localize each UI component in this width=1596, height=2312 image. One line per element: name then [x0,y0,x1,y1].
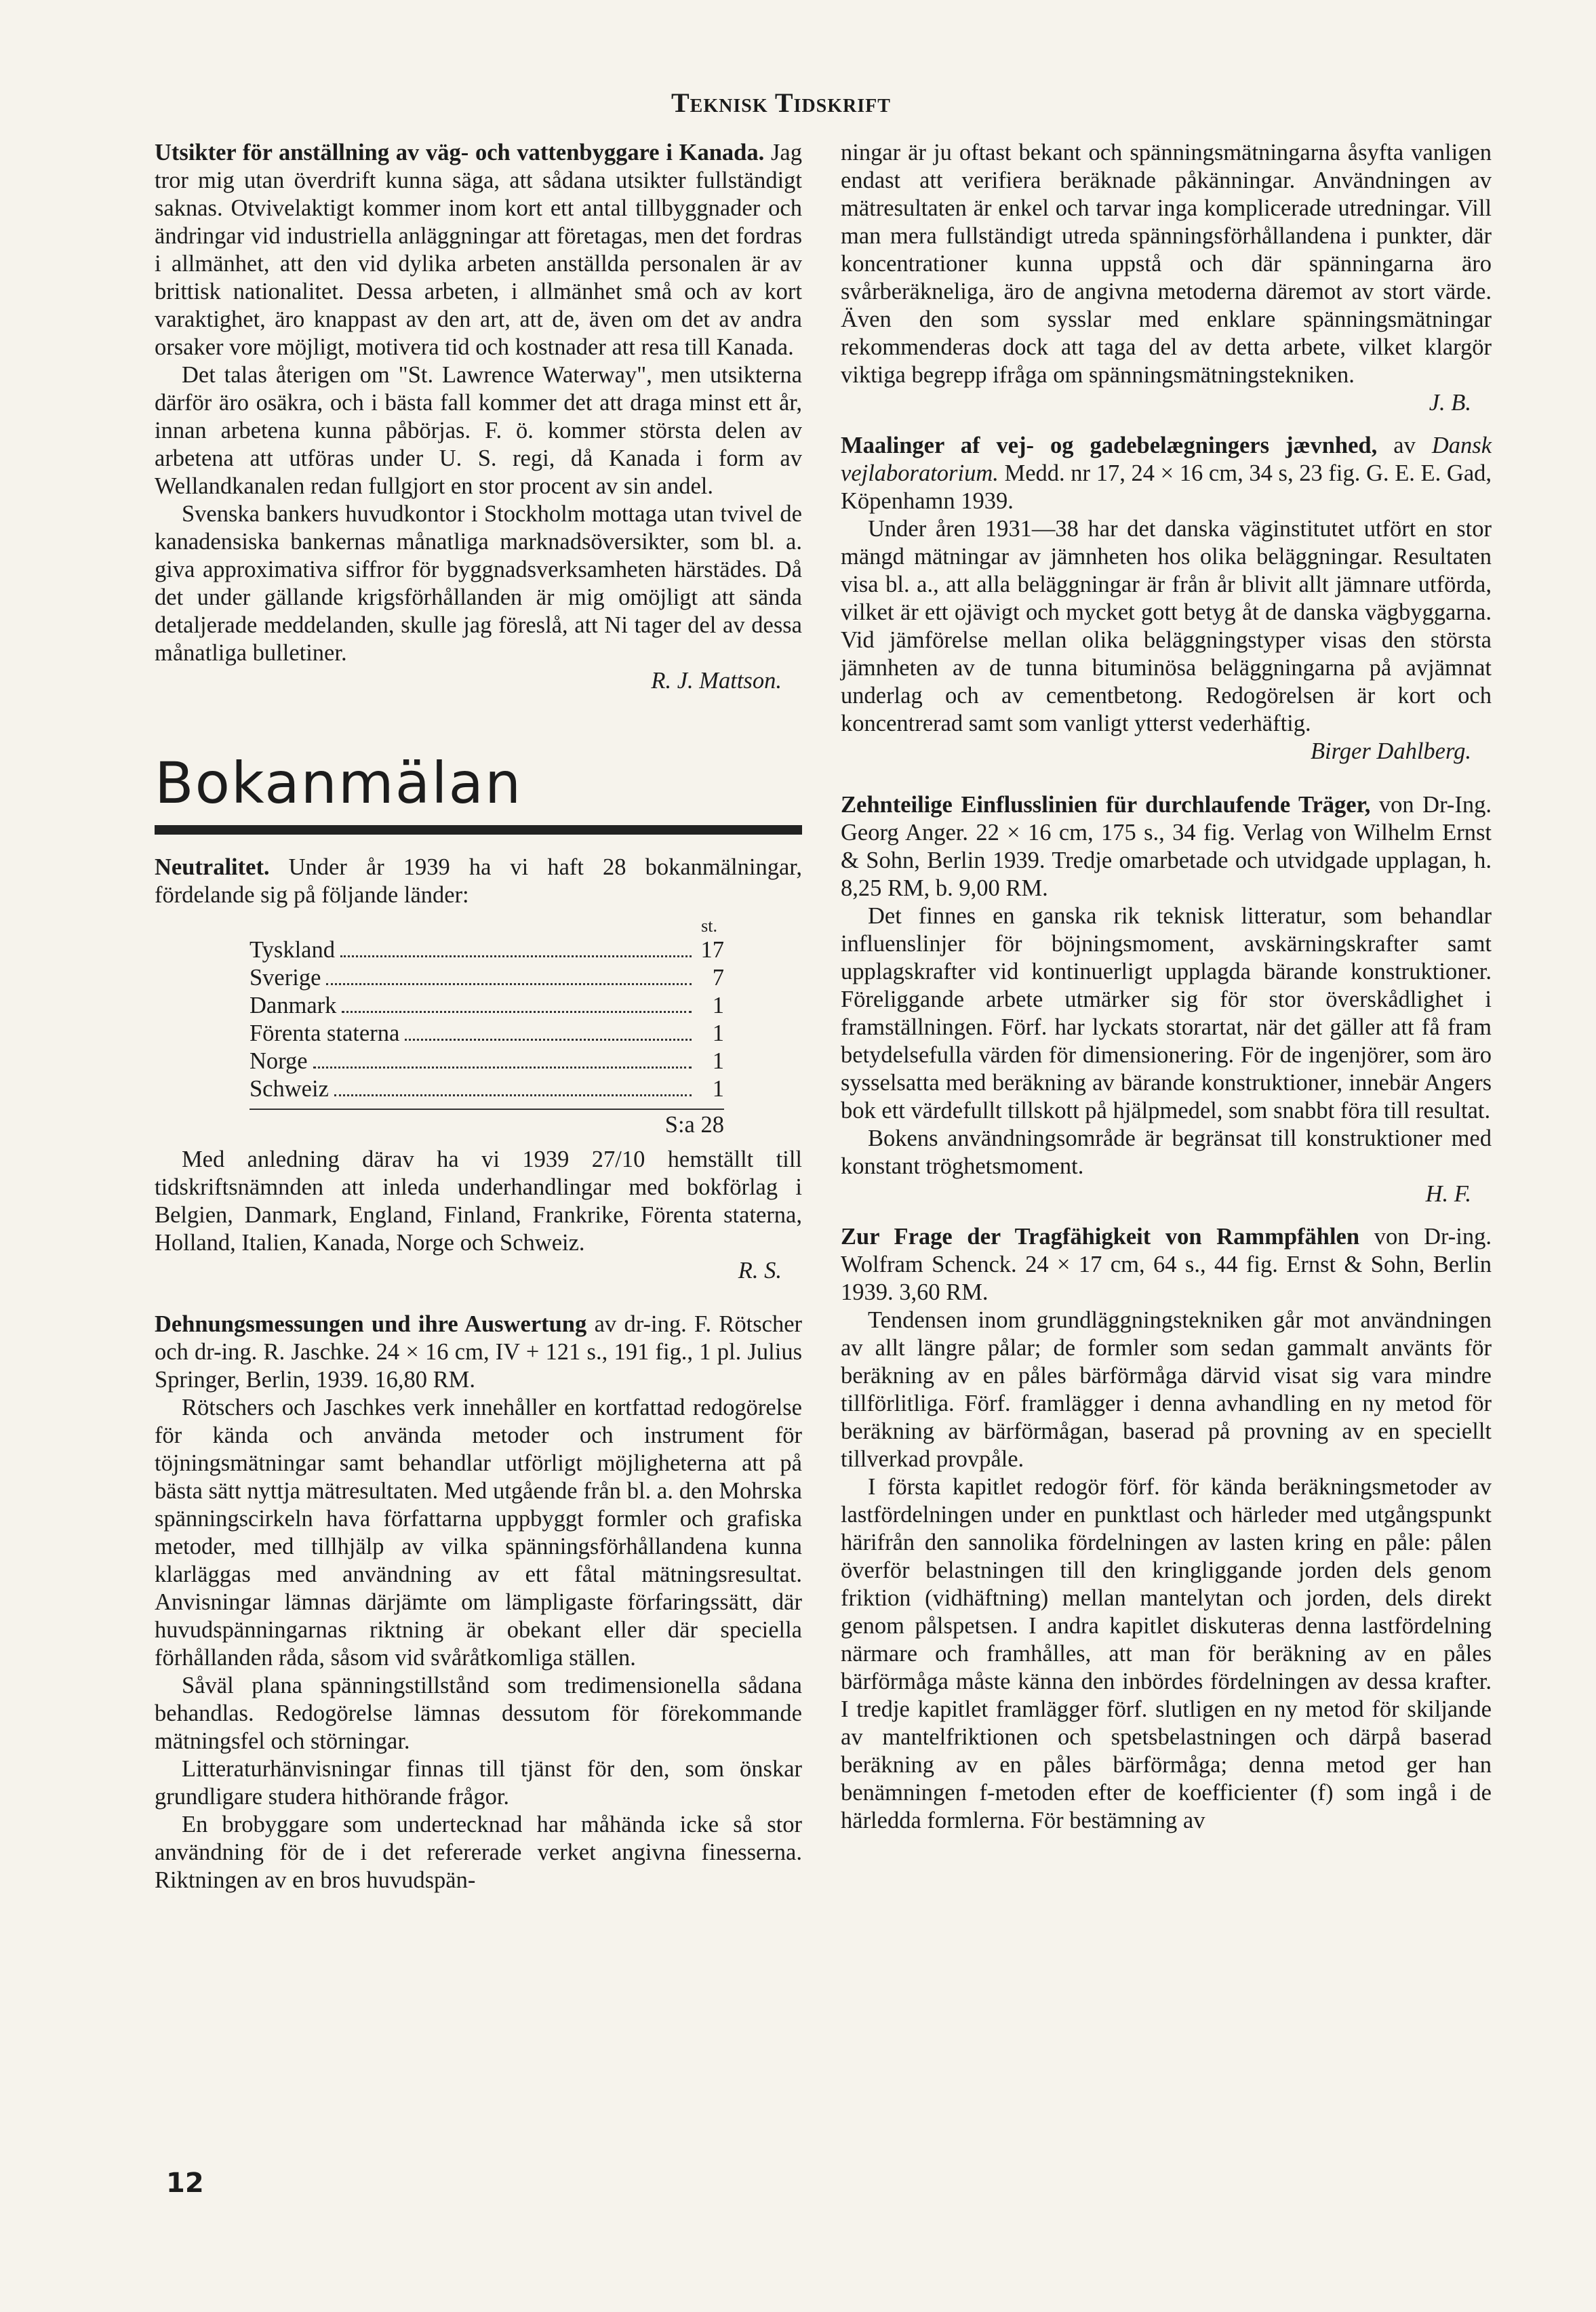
country-count: 1 [712,1048,724,1074]
zehnteilige-signature: H. F. [1425,1181,1471,1207]
dehnung-title: Dehnungsmessungen und ihre Auswertung [155,1311,587,1337]
zehnteilige-heading [841,791,1492,902]
table-row [250,964,724,992]
dehnung-paragraph-3: Litteraturhänvisningar finnas till tjänst för den, som önskar grundligare studera hithörande frågor. [155,1756,802,1810]
page-number: 12 [166,2168,204,2199]
zehnteilige-byline: von Dr-Ing. Georg Anger. 22 × 16 cm, 175 s., 34 fig. Verlag von Wilhelm Ernst & Sohn, Berlin 1939. Tredje omarbetade och utvidgade upplagan, h. 8,25 RM, b. 9,00 RM. [841,792,1492,901]
spacer [155,1285,802,1311]
maalinger-publisher: Dansk vejlaboratorium. [841,433,1492,486]
neutralitet-signature: R. S. [738,1258,782,1283]
country-count: 1 [712,1076,724,1102]
leader-dots [334,1094,692,1096]
leader-dots [405,1039,692,1041]
zehnteilige-paragraph-2: Bokens användningsområde är begränsat till konstruktioner med konstant tröghetsmoment. [841,1125,1492,1179]
section-title: Bokanmälan [155,750,523,816]
table-row [250,1020,724,1048]
spacer [841,417,1492,432]
rammpfaehle-paragraph-1: Tendensen inom grundläggningstekniken går mot användningen av allt längre pålar; de formler som sedan gammalt använts för beräkning av en påles bärförmåga därvid visat sig vara mindre tillförlitliga. Förf. framlägger i denna avhandling en ny metod för beräkning av bärförmågan, baserad på provning av en speciellt tillverkad provpåle. [841,1307,1492,1472]
country-name: Förenta staterna [250,1020,400,1046]
country-name: Sverige [250,965,321,991]
rammpfaehle-paragraph-2: I första kapitlet redogör förf. för kända beräkningsmetoder av lastfördelningen under en punktlast och härleder med utgångspunkt härifrån den sannolika fördelningen av lasten kring en påle: pålen överför belastningen till den kringliggande jorden dels genom friktion (vidhäftning) mellan mantelytan och jorden, dels direkt genom pålspetsen. I andra kapitlet diskuteras denna lastfördelning närmare och framhålles, att man för beräkning av en påles bärförmåga måste känna den inbördes fördelningen av dessa krafter. I tredje kapitlet framlägger förf. slutligen en ny metod för skiljande av mantelfriktionen och spetsbelastningen och därpå baserad beräkning av en påles bärförmåga; denna metod ger han benämningen f-metoden efter de koefficienter (f) som ingå i de härledda formlerna. För bestämning av [841,1474,1492,1833]
table-row [250,936,724,964]
table-row [250,992,724,1020]
right-column [841,139,1492,1835]
country-name: Danmark [250,993,337,1018]
dehnung-paragraph-4: En brobyggare som undertecknad har måhända icke så stor användning för de i det refererade verket angivna finesserna. Riktningen av en bros huvudspän- [155,1812,802,1893]
canada-text-1: Jag tror mig utan överdrift kunna säga, att sådana utsikter fullständigt saknas. Otvivelaktigt kommer inom kort ett antal tillbyggnader och ändringar vid industriella anläggningar att företagas, men det fordras i allmänhet, att den vid dylika arbeten anställda personalen är av brittisk nationalitet. Dessa arbeten, i allmänhet små och av kort varaktighet, äro knappast av den art, att de, även om det av andra orsaker vore möjligt, motivera tid och kostnader att resa till Kanada. [155,140,802,360]
neutralitet-paragraph [155,854,802,909]
country-count: 17 [700,937,724,963]
country-table [250,916,724,1139]
country-name: Norge [250,1048,308,1074]
zehnteilige-paragraph-1: Det finnes en ganska rik teknisk litteratur, som behandlar influenslinjer för böjningsmoment, avskärningskrafter samt upplagskrafter vid kontinuerligt upplagda bärande konstruktioner. Föreliggande arbete utmärker sig för stor överskådlighet i framställningen. Förf. har lyckats storartat, när det gäller att få fram betydelsefulla värden för dimensionering. För de ingenjörer, som äro sysselsatta med beräkning av bärande konstruktioner, innebär Angers bok ett värdefullt tillskott på hjälpmedel, som snabbt föra till resultat. [841,903,1492,1123]
neutralitet-lead: Neutralitet. [155,854,270,880]
canada-paragraph-1 [155,139,802,361]
section-rule [155,825,802,835]
canada-paragraph-3: Svenska bankers huvudkontor i Stockholm mottaga utan tvivel de kanadensiska bankernas månatliga marknadsöversikter, som bl. a. giva approximativa siffror för byggnadsverksamheten härstädes. Då det under gällande krigsförhållanden är mig omöjligt att sända detaljerade meddelanden, skulle jag föreslå, att Ni tager del av dessa månatliga bulletiner. [155,501,802,666]
maalinger-paragraph-1: Under åren 1931—38 har det danska väginstitutet utfört en stor mängd mätningar av jämnheten hos olika beläggningar. Resultaten visa bl. a., att alla beläggningar är från år blivit allt jämnare utförda, vilket är ett ojävigt och mycket gott betyg åt de danska vägbyggarna. Vid jämförelse mellan olika beläggningstyper visas den största jämnheten av de tunna bituminösa beläggningarna på avjämnat underlag och av cementbetong. Redogörelsen är kort och koncentrerad samt som vanligt ytterst vederhäftig. [841,516,1492,736]
spacer [841,1208,1492,1223]
maalinger-title: Maalinger af vej- og gadebelægningers jævnhed, [841,433,1378,458]
country-count: 1 [712,993,724,1018]
continuation-paragraph: ningar är ju oftast bekant och spänningsmätningarna åsyfta vanligen endast att verifiera beräknade påkänningar. Användningen av mätresultaten är enkel och tarvar inga komplicerade utredningar. Vill man mera fullständigt utreda spänningsförhållandena i punkter, där koncentrationer kunna uppstå och där spänningarna äro svårberäkneliga, äro de angivna metoderna däremot av stort värde. Även den som sysslar med enklare spänningsmätningar rekommenderas dock att taga del av detta arbete, vilket klargör viktiga begrepp ifråga om spänningsmätningstekniken. [841,140,1492,388]
country-name: Schweiz [250,1076,329,1102]
neutralitet-intro: Under år 1939 ha vi haft 28 bokanmälningar, fördelande sig på följande länder: [155,854,803,908]
left-column [155,139,802,1894]
country-count: 1 [712,1020,724,1046]
canada-paragraph-2: Det talas återigen om "St. Lawrence Waterway", men utsikterna därför äro osäkra, och i bästa fall kommer det att draga minst ett år, innan arbetena kunna påbörjas. F. ö. kommer största delen av arbetena att utföras under U. S. regi, då Kanada i form av Wellandkanalen redan fullgjort en stor procent av sin andel. [155,362,802,499]
maalinger-signature: Birger Dahlberg. [1310,738,1471,764]
maalinger-byline-pre: av [1393,433,1416,458]
leader-dots [326,983,692,985]
continuation-signature: J. B. [1429,390,1471,416]
canada-lead: Utsikter för anställning av väg- och vattenbyggare i Kanada. [155,140,765,165]
zehnteilige-title: Zehnteilige Einflusslinien für durchlaufende Träger, [841,792,1371,818]
spacer [841,765,1492,791]
country-name: Tyskland [250,937,335,963]
leader-dots [313,1067,692,1069]
journal-masthead: Teknisk Tidskrift [671,87,891,118]
table-sum: S:a 28 [250,1109,724,1139]
leader-dots [342,1011,692,1013]
rammpfaehle-heading [841,1223,1492,1307]
neutralitet-paragraph-2: Med anledning därav ha vi 1939 27/10 hemställt till tidskriftsnämnden att inleda underhandlingar med bokförlag i Belgien, Danmark, England, Finland, Frankrike, Förenta staterna, Holland, Italien, Kanada, Norge och Schweiz. [155,1147,802,1256]
rammpfaehle-title: Zur Frage der Tragfähigkeit von Rammpfählen [841,1224,1360,1250]
dehnung-byline: av dr-ing. F. Rötscher och dr-ing. R. Jaschke. 24 × 16 cm, IV + 121 s., 191 fig., 1 pl. Julius Springer, Berlin, 1939. 16,80 RM. [155,1311,803,1393]
table-row [250,1048,724,1075]
table-unit: st. [701,916,717,936]
leader-dots [340,955,692,957]
dehnung-heading [155,1311,802,1394]
table-row [250,1075,724,1103]
maalinger-byline-post: Medd. nr 17, 24 × 16 cm, 34 s, 23 fig. G. E. E. Gad, Köpenhamn 1939. [841,460,1492,514]
country-count: 7 [712,965,724,991]
maalinger-heading [841,432,1492,515]
canada-signature: R. J. Mattson. [651,668,782,694]
dehnung-paragraph-2: Såväl plana spänningstillstånd som tredimensionella sådana behandlas. Redogörelse lämnas dessutom för förekommande mätningsfel och störningar. [155,1673,802,1754]
dehnung-paragraph-1: Rötschers och Jaschkes verk innehåller en kortfattad redogörelse för kända och använda metoder och instrument för töjningsmätningar samt behandlar utförligt möjligheterna att på bästa sätt nyttja mätresultaten. Med utgående från bl. a. den Mohrska spänningscirkeln hava författarna uppbyggt formler och grafiska metoder, med tillhjälp av vilka spänningsförhållandena kunna klarläggas med användning av ett fåtal mätningsresultat. Anvisningar lämnas därjämte om lämpligaste förfaringssätt, där huvudspänningarnas riktning är obekant eller där speciella förhållanden råda, såsom vid svåråtkomliga ställen. [155,1395,802,1671]
rammpfaehle-byline: von Dr-ing. Wolfram Schenck. 24 × 17 cm, 64 s., 44 fig. Ernst & Sohn, Berlin 1939. 3,60 RM. [841,1224,1492,1305]
